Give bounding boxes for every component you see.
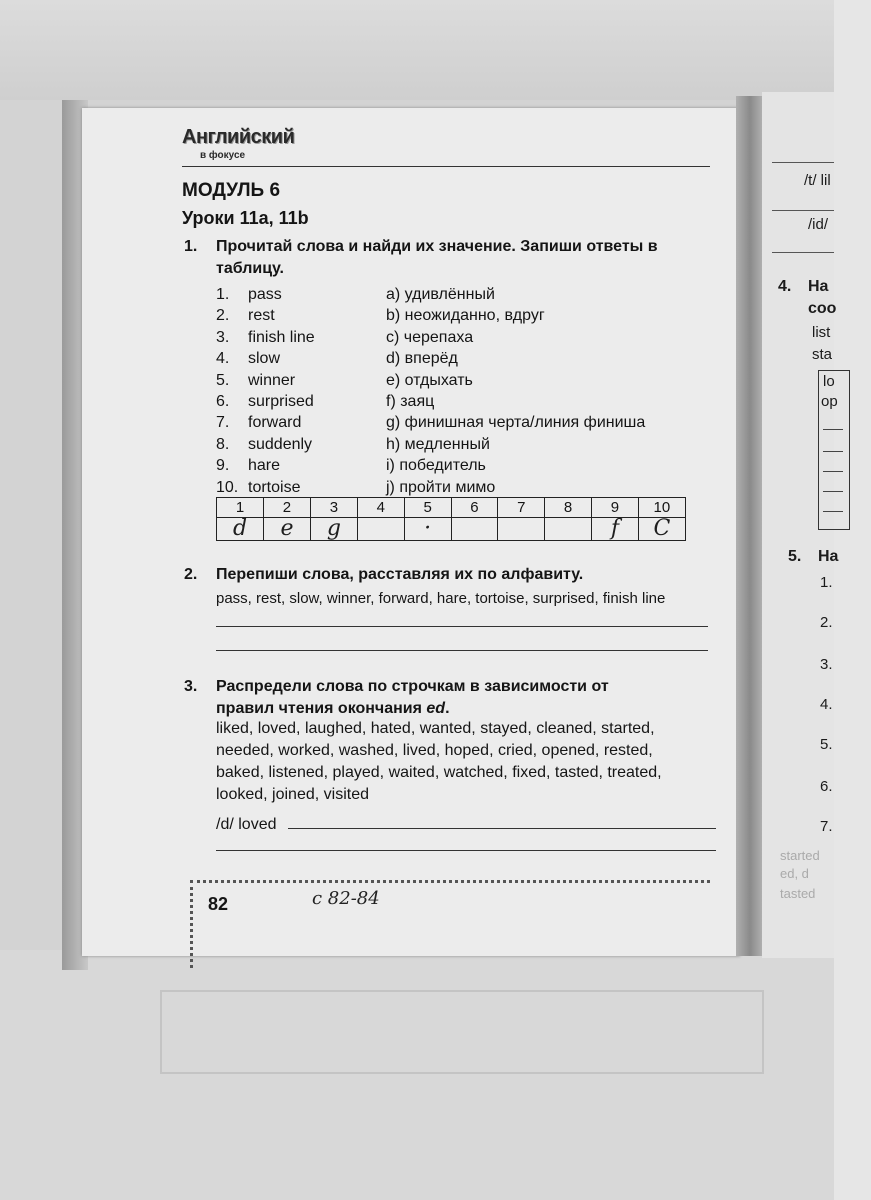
box-rule <box>823 471 843 472</box>
answer-header-cell: 1 <box>217 498 264 518</box>
english-word: surprised <box>248 393 314 410</box>
answer-header-cell: 10 <box>638 498 685 518</box>
task5-item: 5. <box>820 736 833 753</box>
task3-words-line: liked, loved, laughed, hated, wanted, stayed, cleaned, started, <box>216 720 655 737</box>
task5-item: 1. <box>820 574 833 591</box>
word-number: 5. <box>216 371 230 389</box>
word-number: 3. <box>216 328 230 346</box>
word-number: 7. <box>216 414 230 432</box>
answer-cell[interactable]: C <box>638 518 685 541</box>
russian-meaning: g) финишная черта/линия финиша <box>386 414 646 432</box>
russian-meaning: i) победитель <box>386 457 486 475</box>
russian-meaning: c) черепаха <box>386 328 474 346</box>
bleed-through <box>182 788 186 803</box>
page-number: 82 <box>208 894 229 914</box>
answer-table <box>216 497 686 541</box>
scan-background-top <box>0 0 871 100</box>
header-rule <box>182 166 710 167</box>
russian-meaning: b) неожиданно, вдруг <box>386 307 545 325</box>
module-title: МОДУЛЬ 6 <box>182 180 281 201</box>
answer-header-cell: 7 <box>498 498 545 518</box>
answer-cell[interactable]: g <box>310 518 357 541</box>
russian-meaning: d) вперёд <box>386 350 458 368</box>
task3-words-line: looked, joined, visited <box>216 786 369 803</box>
bottom-word: ed, d <box>780 866 809 881</box>
word-number: 8. <box>216 435 230 453</box>
bottom-word: tasted <box>780 886 816 901</box>
scan-right-edge <box>834 0 871 1200</box>
task4-box <box>818 370 850 530</box>
word-number: 2. <box>216 307 230 325</box>
russian-meaning: h) медленный <box>386 435 490 453</box>
ed-ending: ed <box>426 700 446 717</box>
answer-cell[interactable]: · <box>404 518 451 541</box>
box-rule <box>823 429 843 430</box>
handwritten-note: c 82-84 <box>312 888 380 909</box>
write-line[interactable] <box>216 626 708 627</box>
footer-dotted-edge <box>190 880 193 968</box>
write-line[interactable] <box>216 650 708 651</box>
task5-item: 7. <box>820 818 833 835</box>
task2-words: pass, rest, slow, winner, forward, hare, tortoise, surprised, finish line <box>216 590 666 607</box>
ghost-box <box>160 990 764 1074</box>
lesson-title: Уроки 11a, 11b <box>182 208 309 228</box>
footer-dotted-rule <box>190 880 710 883</box>
english-word: winner <box>248 371 296 389</box>
task4-line4: sta <box>812 346 833 363</box>
book-spine <box>736 96 764 956</box>
task4-line3: list <box>812 324 831 341</box>
logo-title: Английский <box>182 126 295 148</box>
english-word: forward <box>248 414 302 432</box>
task3-instruction-line1: Распредели слова по строчкам в зависимости от <box>216 678 609 695</box>
answer-header-cell: 2 <box>263 498 310 518</box>
answer-cell[interactable]: e <box>263 518 310 541</box>
task4-line2: coo <box>808 300 837 317</box>
box-rule <box>823 511 843 512</box>
right-rule <box>772 162 834 163</box>
english-word: finish line <box>248 328 315 346</box>
english-word: slow <box>248 350 281 368</box>
task3-instruction-line2 <box>216 698 450 720</box>
word-number: 9. <box>216 457 230 475</box>
right-rule <box>772 210 834 211</box>
answer-header-cell: 9 <box>591 498 638 518</box>
task1-instruction-line2: таблицу. <box>216 260 284 277</box>
english-word: pass <box>248 286 282 303</box>
answer-table-answers <box>217 518 686 541</box>
task5-item: 3. <box>820 656 833 673</box>
answer-header-cell: 3 <box>310 498 357 518</box>
box-rule <box>823 451 843 452</box>
box-rule <box>823 491 843 492</box>
box-line1: lo <box>823 373 835 390</box>
write-line[interactable] <box>216 850 716 851</box>
task5-item: 4. <box>820 696 833 713</box>
answer-cell[interactable] <box>545 518 592 541</box>
answer-cell[interactable]: f <box>591 518 638 541</box>
answer-cell[interactable] <box>357 518 404 541</box>
word-number: 1. <box>216 286 230 303</box>
english-word: rest <box>248 307 275 325</box>
write-line[interactable] <box>288 828 716 829</box>
russian-meaning: e) отдыхать <box>386 371 473 389</box>
task3-words-line: baked, listened, played, waited, watched, fixed, tasted, treated, <box>216 764 662 781</box>
task5-item: 2. <box>820 614 833 631</box>
task3-row-label: /d/ loved <box>216 816 277 833</box>
scan-background-bottom <box>0 950 871 1200</box>
answer-table-header <box>217 498 686 518</box>
box-line2: op <box>821 393 838 410</box>
word-number: 10. <box>216 478 239 496</box>
russian-meaning: a) удивлённый <box>386 286 495 303</box>
task5-start: Ha <box>818 548 839 565</box>
task3-instruction-prefix: правил чтения окончания <box>216 700 427 717</box>
task3-number: 3. <box>184 678 198 695</box>
task2-instruction: Перепиши слова, расставляя их по алфавиту. <box>216 566 584 583</box>
answer-cell[interactable] <box>451 518 498 541</box>
task2-number: 2. <box>184 566 198 583</box>
english-word: tortoise <box>248 478 301 496</box>
answer-header-cell: 8 <box>545 498 592 518</box>
task5-number: 5. <box>788 548 802 565</box>
russian-meaning: f) заяц <box>386 393 435 410</box>
task5-item: 6. <box>820 778 833 795</box>
answer-header-cell: 6 <box>451 498 498 518</box>
word-number: 6. <box>216 393 230 410</box>
word-number: 4. <box>216 350 230 368</box>
task4-start: Ha <box>808 278 829 295</box>
logo-subtitle: в фокусе <box>200 150 246 161</box>
t-label: /t/ lil <box>804 172 831 189</box>
bottom-word: started <box>780 848 820 863</box>
right-rule <box>772 252 834 253</box>
task3-instruction-suffix: . <box>445 700 450 717</box>
task4-number: 4. <box>778 278 792 295</box>
right-page <box>762 92 839 958</box>
task1-number: 1. <box>184 238 198 255</box>
english-word: hare <box>248 457 281 475</box>
answer-cell[interactable] <box>498 518 545 541</box>
answer-cell[interactable]: d <box>217 518 264 541</box>
id-label: /id/ <box>808 216 829 233</box>
english-word: suddenly <box>248 435 313 453</box>
task1-instruction-line1: Прочитай слова и найди их значение. Запиши ответы в <box>216 238 658 255</box>
task3-words-line: needed, worked, washed, lived, hoped, cried, opened, rested, <box>216 742 653 759</box>
answer-header-cell: 5 <box>404 498 451 518</box>
russian-meaning: j) пройти мимо <box>386 478 496 496</box>
answer-header-cell: 4 <box>357 498 404 518</box>
